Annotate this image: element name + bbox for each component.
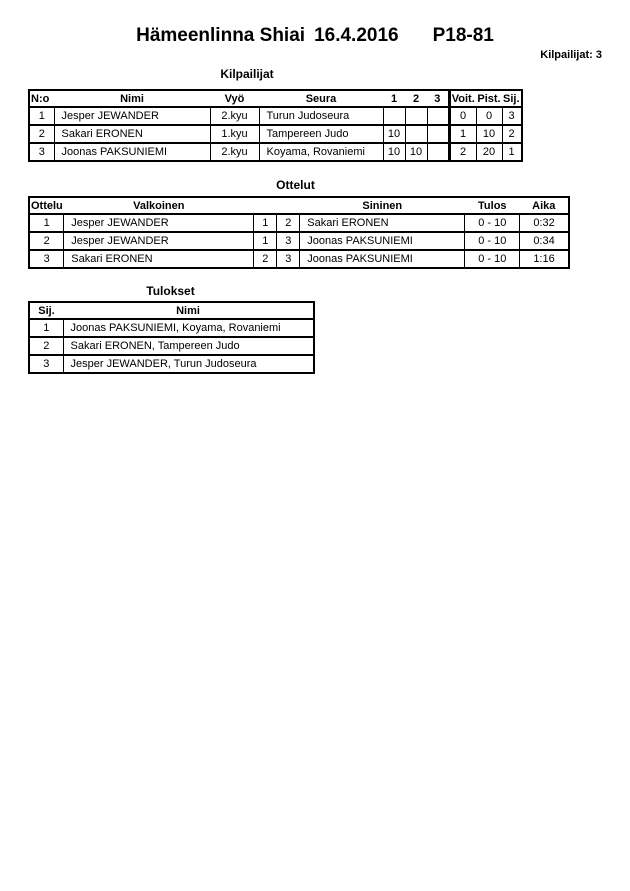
cell-seura: Koyama, Rovaniemi <box>259 143 383 161</box>
cell-tulos: 0 - 10 <box>465 214 520 232</box>
cell-no: 2 <box>29 125 54 143</box>
cell-vyo: 2.kyu <box>210 107 259 125</box>
table-row <box>29 355 314 373</box>
table-row <box>29 125 522 143</box>
cell-sininen: Sakari ERONEN <box>300 214 465 232</box>
cell-tulos: 0 - 10 <box>465 232 520 250</box>
cell-nimi: Sakari ERONEN <box>54 125 210 143</box>
cell-sininen: Joonas PAKSUNIEMI <box>300 232 465 250</box>
kilpailijat-header-row <box>29 90 522 107</box>
table-row <box>29 214 569 232</box>
cell-tulos: 0 - 10 <box>465 250 520 268</box>
section-title-tulokset: Tulokset <box>146 284 195 298</box>
cell-score3 <box>427 125 449 143</box>
col-header-aika: Aika <box>520 197 569 214</box>
cell-voit: 0 <box>449 107 476 125</box>
col-header-match3: 3 <box>427 90 449 107</box>
cell-nimi: Jesper JEWANDER, Turun Judoseura <box>63 355 314 373</box>
cell-bnum: 3 <box>277 232 300 250</box>
table-row <box>29 143 522 161</box>
col-header-valkoinen: Valkoinen <box>64 197 254 214</box>
cell-nimi: Sakari ERONEN, Tampereen Judo <box>63 337 314 355</box>
col-header-tulos: Tulos <box>465 197 520 214</box>
cell-vyo: 2.kyu <box>210 143 259 161</box>
cell-score1: 10 <box>383 125 405 143</box>
col-header-match2: 2 <box>405 90 427 107</box>
ottelut-table <box>28 196 570 269</box>
cell-score1: 10 <box>383 143 405 161</box>
table-row <box>29 337 314 355</box>
cell-aika: 1:16 <box>520 250 569 268</box>
col-header-seura: Seura <box>259 90 383 107</box>
table-row <box>29 319 314 337</box>
kilpailijat-table <box>28 89 523 162</box>
cell-wnum: 1 <box>254 214 277 232</box>
col-header-pist: Pist. <box>476 90 502 107</box>
cell-sij: 3 <box>29 355 63 373</box>
cell-seura: Tampereen Judo <box>259 125 383 143</box>
col-header-vyo: Vyö <box>210 90 259 107</box>
cell-bnum: 2 <box>277 214 300 232</box>
tulokset-table <box>28 301 315 374</box>
page-title <box>0 25 630 47</box>
cell-sij: 1 <box>29 319 63 337</box>
cell-seura: Turun Judoseura <box>259 107 383 125</box>
cell-match-no: 3 <box>29 250 64 268</box>
cell-wnum: 1 <box>254 232 277 250</box>
cell-vyo: 1.kyu <box>210 125 259 143</box>
table-row <box>29 250 569 268</box>
cell-aika: 0:32 <box>520 214 569 232</box>
col-header-sij: Sij. <box>502 90 522 107</box>
cell-score3 <box>427 107 449 125</box>
cell-bnum: 3 <box>277 250 300 268</box>
cell-nimi: Jesper JEWANDER <box>54 107 210 125</box>
competitors-count: Kilpailijat: 3 <box>540 49 602 61</box>
cell-valkoinen: Jesper JEWANDER <box>64 214 254 232</box>
cell-score1 <box>383 107 405 125</box>
col-header-sininen: Sininen <box>300 197 465 214</box>
col-header-nimi: Nimi <box>54 90 210 107</box>
cell-score2 <box>405 107 427 125</box>
section-title-kilpailijat: Kilpailijat <box>220 67 274 81</box>
cell-score3 <box>427 143 449 161</box>
cell-pist: 10 <box>476 125 502 143</box>
table-row <box>29 107 522 125</box>
cell-nimi: Joonas PAKSUNIEMI, Koyama, Rovaniemi <box>63 319 314 337</box>
section-title-ottelut: Ottelut <box>276 178 315 192</box>
cell-no: 3 <box>29 143 54 161</box>
cell-valkoinen: Sakari ERONEN <box>64 250 254 268</box>
col-header-sij: Sij. <box>29 302 63 319</box>
col-header-bnum <box>277 197 300 214</box>
col-header-wnum <box>254 197 277 214</box>
title-category: P18-81 <box>432 25 494 46</box>
col-header-nimi: Nimi <box>63 302 314 319</box>
cell-wnum: 2 <box>254 250 277 268</box>
cell-sij: 2 <box>502 125 522 143</box>
cell-sij: 3 <box>502 107 522 125</box>
title-date: 16.4.2016 <box>314 25 399 46</box>
cell-aika: 0:34 <box>520 232 569 250</box>
cell-sij: 2 <box>29 337 63 355</box>
cell-score2 <box>405 125 427 143</box>
ottelut-header-row <box>29 197 569 214</box>
cell-match-no: 2 <box>29 232 64 250</box>
cell-voit: 1 <box>449 125 476 143</box>
cell-score2: 10 <box>405 143 427 161</box>
cell-match-no: 1 <box>29 214 64 232</box>
col-header-voit: Voit. <box>449 90 476 107</box>
cell-nimi: Joonas PAKSUNIEMI <box>54 143 210 161</box>
title-event: Hämeenlinna Shiai <box>136 25 306 46</box>
cell-valkoinen: Jesper JEWANDER <box>64 232 254 250</box>
cell-pist: 20 <box>476 143 502 161</box>
table-row <box>29 232 569 250</box>
col-header-match1: 1 <box>383 90 405 107</box>
cell-sininen: Joonas PAKSUNIEMI <box>300 250 465 268</box>
col-header-ottelu: Ottelu <box>29 197 64 214</box>
tulokset-header-row <box>29 302 314 319</box>
cell-voit: 2 <box>449 143 476 161</box>
cell-pist: 0 <box>476 107 502 125</box>
cell-sij: 1 <box>502 143 522 161</box>
cell-no: 1 <box>29 107 54 125</box>
col-header-no: N:o <box>29 90 54 107</box>
